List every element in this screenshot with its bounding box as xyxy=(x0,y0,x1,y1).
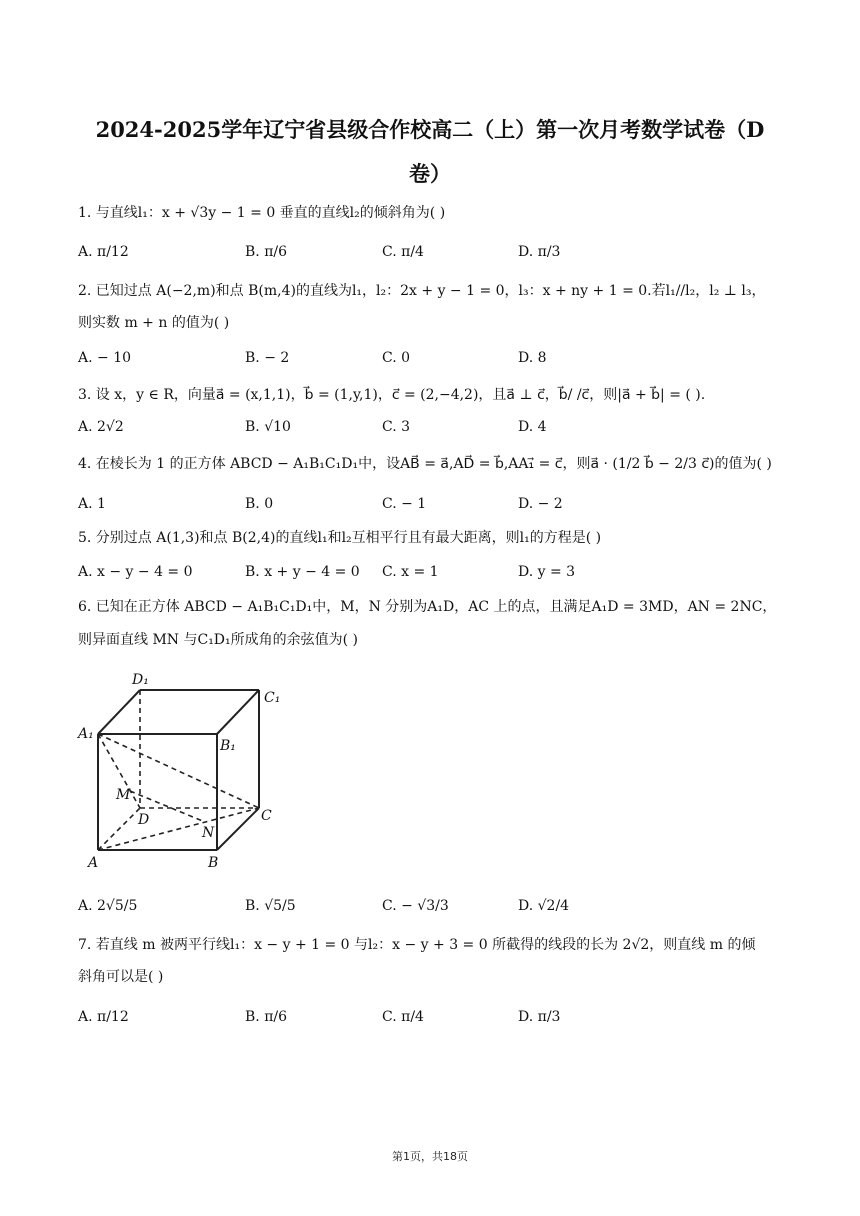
question-7-option-d: D. π/3 xyxy=(518,1009,561,1025)
question-2-stem-continued: 则实数 m + n 的值为( ) xyxy=(78,315,230,331)
label-a: A xyxy=(88,855,99,871)
question-6-option-d: D. √2/4 xyxy=(518,898,570,914)
question-1-option-d: D. π/3 xyxy=(518,244,561,260)
question-7-option-a: A. π/12 xyxy=(78,1009,129,1025)
question-1-option-b: B. π/6 xyxy=(245,244,288,260)
question-3-option-c: C. 3 xyxy=(382,419,411,435)
label-m: M xyxy=(116,787,131,803)
question-2-option-c: C. 0 xyxy=(382,350,411,366)
label-a1: A₁ xyxy=(78,726,94,742)
question-6-option-c: C. − √3/3 xyxy=(382,898,449,914)
question-3-option-b: B. √10 xyxy=(245,419,291,435)
label-d: D xyxy=(138,812,150,828)
question-6-option-a: A. 2√5/5 xyxy=(78,898,138,914)
question-4-stem: 4. 在棱长为 1 的正方体 ABCD − A₁B₁C₁D₁中，设AB⃗ = a⃗,AD⃗ = b⃗,AA₁⃗ = c⃗，则a⃗ · (1/2 b⃗ − 2/3 c⃗)的值为( ) xyxy=(78,456,772,472)
cube-figure xyxy=(74,668,294,878)
question-6-stem-continued: 则异面直线 MN 与C₁D₁所成角的余弦值为( ) xyxy=(78,632,359,648)
label-b: B xyxy=(208,855,219,871)
label-c1: C₁ xyxy=(264,690,281,706)
edge-a1-d1 xyxy=(98,690,140,734)
label-c: C xyxy=(261,808,272,824)
question-6-stem: 6. 已知在正方体 ABCD − A₁B₁C₁D₁中，M，N 分别为A₁D，AC 上的点，且满足A₁D = 3MD，AN = 2NC， xyxy=(78,599,777,615)
question-3-option-d: D. 4 xyxy=(518,419,547,435)
question-4-option-d: D. − 2 xyxy=(518,496,563,512)
question-3-stem: 3. 设 x，y ∈ R，向量a⃗ = (x,1,1)，b⃗ = (1,y,1)，c⃗ = (2,−4,2)，且a⃗ ⊥ c⃗，b⃗/ /c⃗，则|a⃗ + b⃗| = ( ). xyxy=(78,387,706,403)
question-4-option-c: C. − 1 xyxy=(382,496,427,512)
question-1-option-a: A. π/12 xyxy=(78,244,129,260)
question-2-option-d: D. 8 xyxy=(518,350,547,366)
document-title: 2024-2025学年辽宁省县级合作校高二（上）第一次月考数学试卷（D xyxy=(95,117,765,142)
question-1-option-c: C. π/4 xyxy=(382,244,424,260)
document-title-continued: 卷） xyxy=(409,161,451,186)
edge-b1-c1 xyxy=(217,690,259,734)
question-5-option-a: A. x − y − 4 = 0 xyxy=(78,564,193,580)
question-5-option-d: D. y = 3 xyxy=(518,564,576,580)
label-d1: D₁ xyxy=(132,672,149,688)
question-7-stem: 7. 若直线 m 被两平行线l₁：x − y + 1 = 0 与l₂：x − y + 3 = 0 所截得的线段的长为 2√2，则直线 m 的倾 xyxy=(78,937,756,953)
question-7-option-c: C. π/4 xyxy=(382,1009,424,1025)
question-7-stem-continued: 斜角可以是( ) xyxy=(78,969,164,985)
question-5-option-b: B. x + y − 4 = 0 xyxy=(245,564,360,580)
page-footer: 第1页，共18页 xyxy=(392,1150,468,1163)
question-4-option-a: A. 1 xyxy=(78,496,106,512)
question-5-option-c: C. x = 1 xyxy=(382,564,439,580)
label-b1: B₁ xyxy=(220,738,236,754)
question-5-stem: 5. 分别过点 A(1,3)和点 B(2,4)的直线l₁和l₂互相平行且有最大距离，则l₁的方程是( ) xyxy=(78,530,602,546)
question-2-stem: 2. 已知过点 A(−2,m)和点 B(m,4)的直线为l₁，l₂：2x + y − 1 = 0，l₃：x + ny + 1 = 0.若l₁//l₂，l₂ ⊥ l₃， xyxy=(78,283,766,299)
question-2-option-a: A. − 10 xyxy=(78,350,132,366)
segment-a-c xyxy=(98,808,259,850)
question-4-option-b: B. 0 xyxy=(245,496,274,512)
question-1-stem: 1. 与直线l₁：x + √3y − 1 = 0 垂直的直线l₂的倾斜角为( ) xyxy=(78,205,446,221)
question-6-option-b: B. √5/5 xyxy=(245,898,296,914)
question-3-option-a: A. 2√2 xyxy=(78,419,124,435)
label-n: N xyxy=(202,825,215,841)
question-7-option-b: B. π/6 xyxy=(245,1009,288,1025)
question-2-option-b: B. − 2 xyxy=(245,350,290,366)
